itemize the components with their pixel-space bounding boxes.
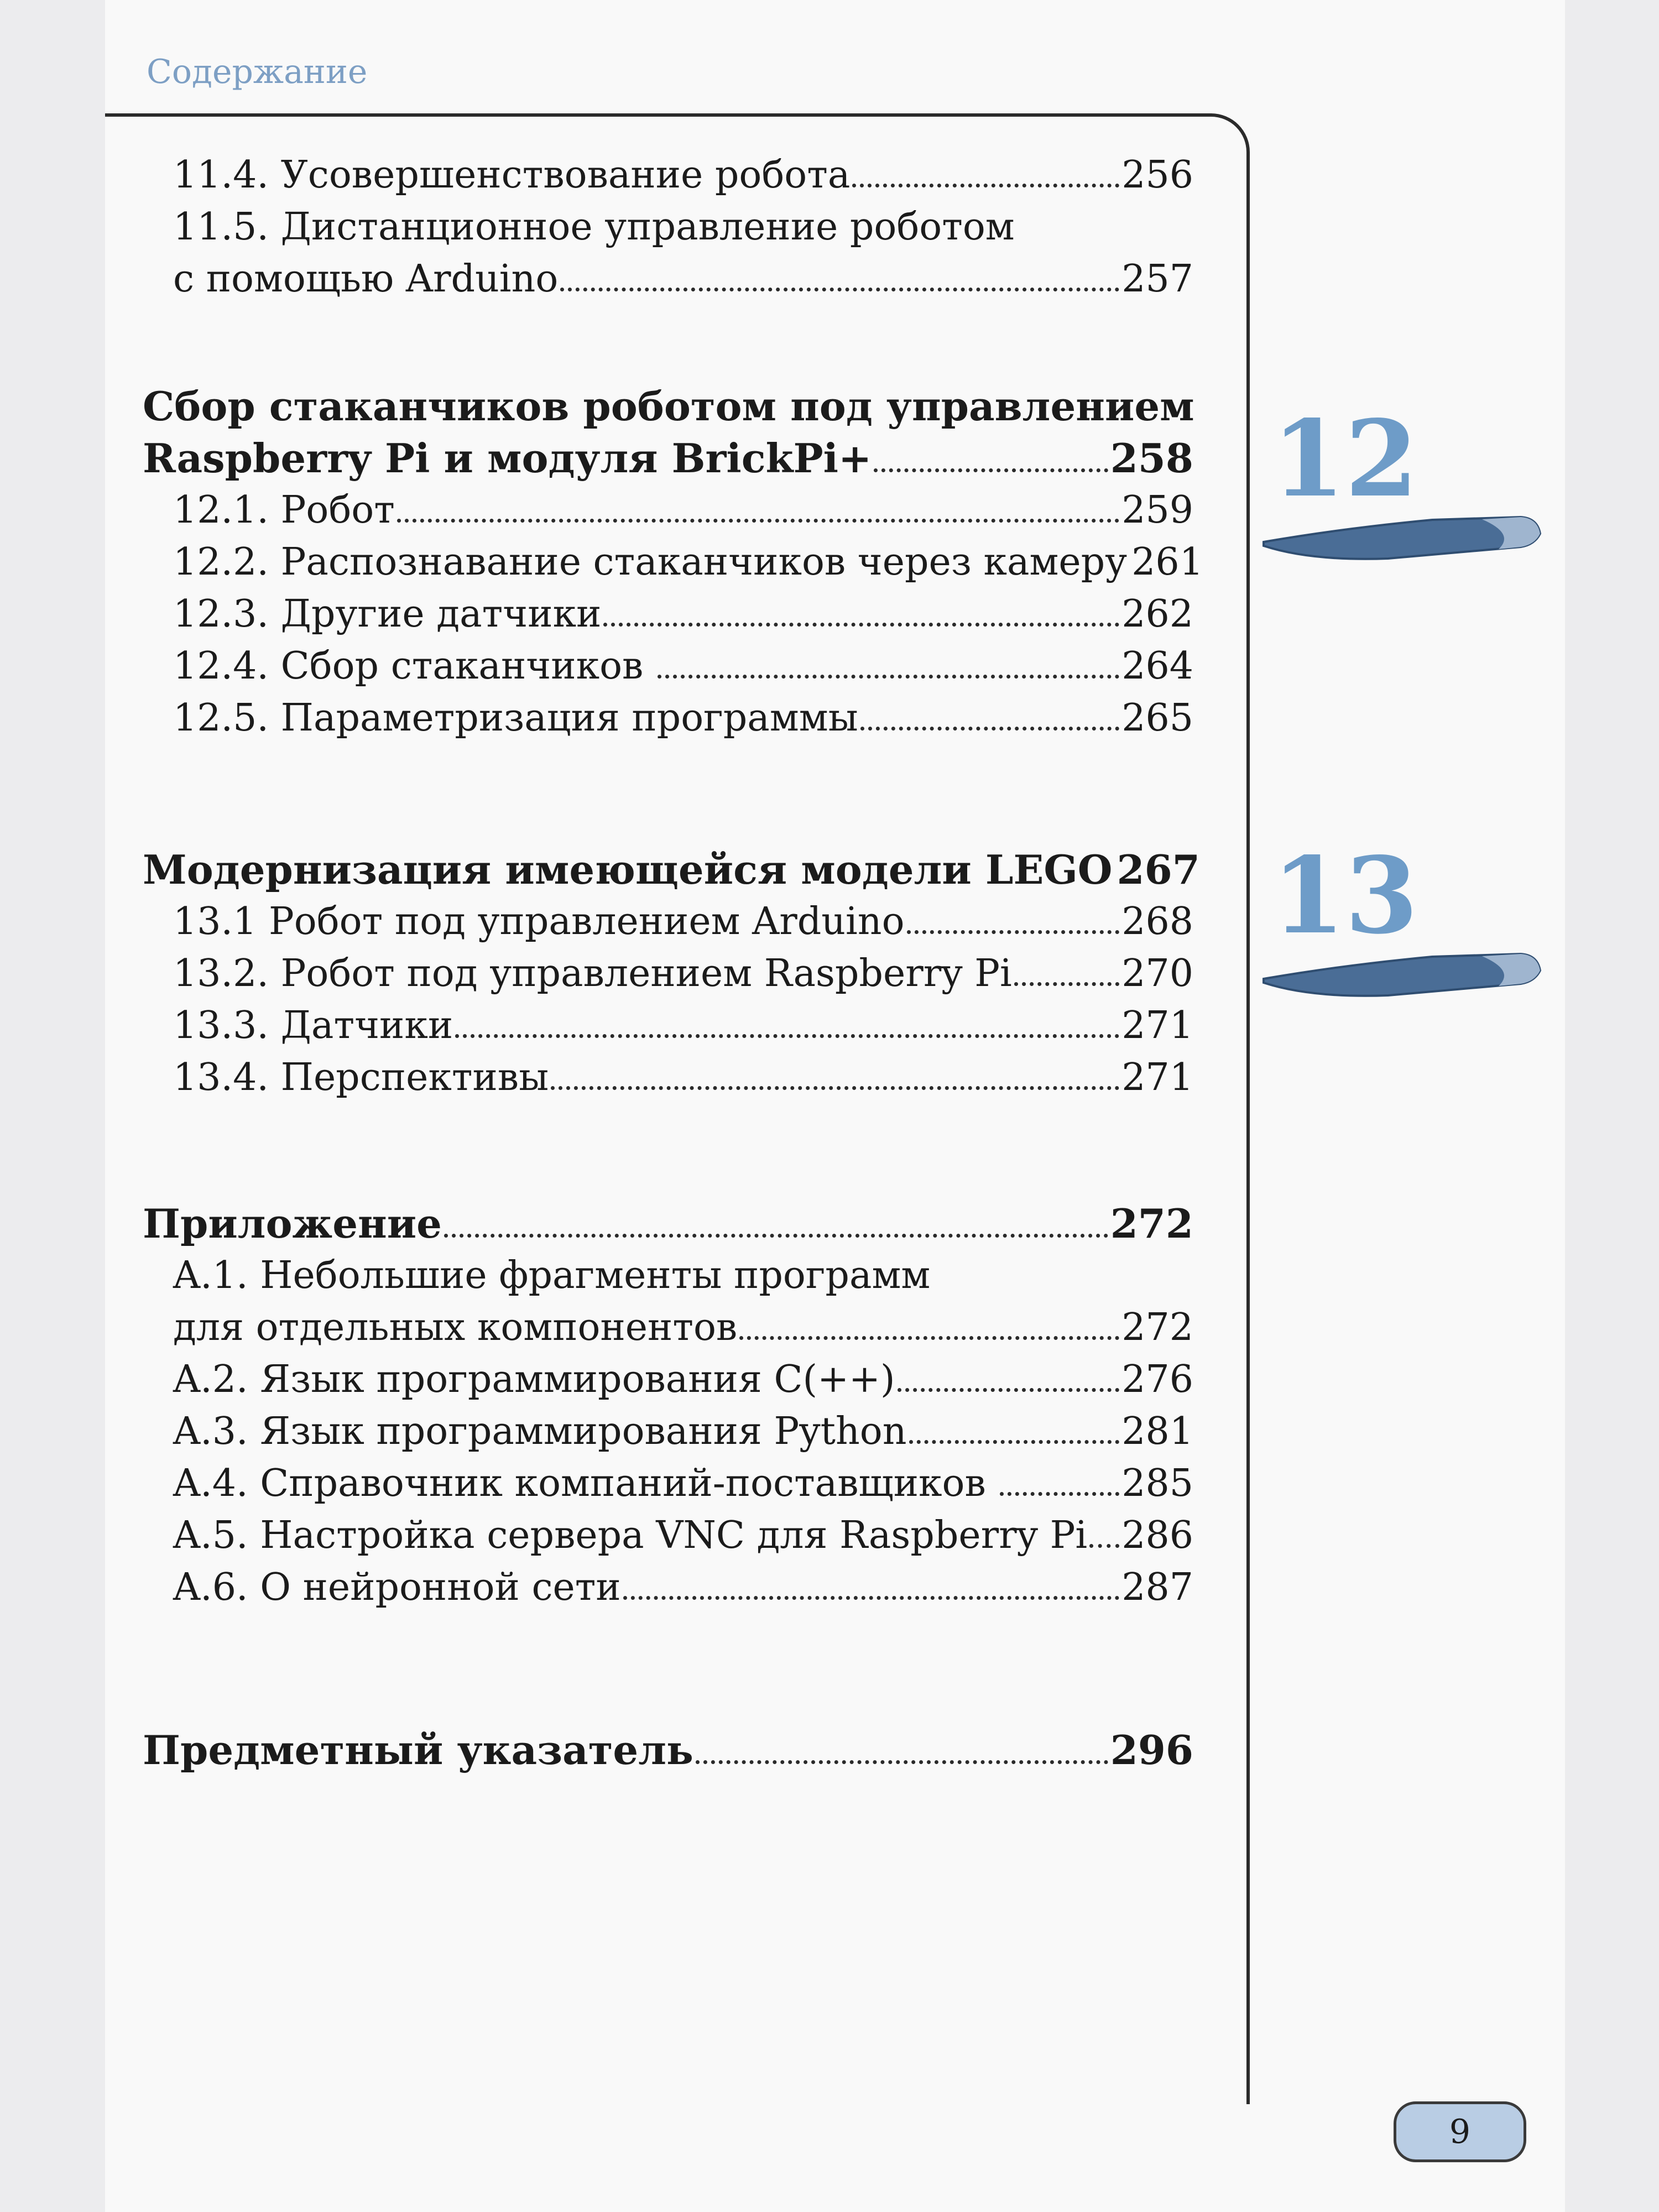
toc-entry-title: 13.4. Перспективы [173,1056,549,1099]
toc-entry-11-5 [143,253,1193,305]
dot-leader [852,184,1119,187]
chapter-12-title-line1: Сбор стаканчиков роботом под управлением [143,383,1194,430]
toc-entry-11-4 [143,149,1193,201]
chapter-13-entry [143,844,1200,896]
dot-leader [658,675,1119,679]
chapter-title: Приложение [143,1200,442,1247]
dot-leader [1089,1544,1119,1548]
dot-leader [560,288,1119,291]
toc-entry-13-1 [143,896,1193,948]
toc-entry-12-3 [143,588,1193,640]
toc-entry-title: A.4. Справочник компаний-поставщиков [173,1462,998,1505]
running-title: Содержание [147,53,368,91]
chapter-page: 272 [1110,1200,1193,1247]
page-number-badge [1394,2101,1526,2162]
toc-entry-12-5 [143,692,1193,744]
page-number: 9 [1449,2112,1471,2151]
chapter-title: Предметный указатель [143,1726,693,1773]
toc-entry-page: 261 [1131,540,1203,584]
toc-entry-title: 11.4. Усовершенствование робота [173,153,851,197]
index-entry [143,1724,1193,1776]
toc-entry-page: 286 [1121,1514,1193,1557]
toc-entry-page: 272 [1121,1306,1193,1349]
toc-entry-a3 [143,1406,1193,1458]
dot-leader [455,1034,1119,1038]
dot-leader [1000,1492,1119,1496]
toc-entry-page: 264 [1121,644,1193,688]
toc-entry-title: A.6. О нейронной сети [173,1566,621,1609]
chapter-13-mark [1261,834,1548,1017]
toc-entry-12-2 [143,536,1203,588]
dot-leader [1014,982,1119,986]
chapter-tab-icon [1261,512,1548,578]
dot-leader [907,930,1120,934]
dot-leader [739,1336,1119,1340]
dot-leader [860,727,1119,731]
chapter-title: Raspberry Pi и модуля BrickPi+ [143,435,872,482]
toc-entry-13-3 [143,1000,1193,1052]
dot-leader [623,1596,1119,1600]
toc-entry-title: A.3. Язык программирования Python [173,1410,907,1453]
dot-leader [898,1388,1120,1392]
toc-entry-title: 12.2. Распознавание стаканчиков через камеру [173,540,1128,584]
toc-entry-page: 271 [1121,1056,1193,1099]
chapter-title: Модернизация имеющейся модели LEGO [143,846,1113,893]
toc-entry-a2 [143,1354,1193,1406]
toc-entry-page: 268 [1121,900,1193,943]
toc-entry-page: 270 [1121,952,1193,995]
dot-leader [551,1086,1119,1090]
toc-entry-page: 271 [1121,1004,1193,1047]
toc-entry-page: 285 [1121,1462,1193,1505]
toc-entry-a1 [143,1302,1193,1354]
toc-entry-title: 12.4. Сбор стаканчиков [173,644,655,688]
chapter-number: 12 [1272,397,1418,520]
chapter-12-entry [143,432,1193,484]
toc-entry-page: 256 [1121,153,1193,197]
chapter-page: 296 [1110,1726,1193,1773]
toc-entry-title: 12.1. Робот [173,488,395,532]
toc-entry-page: 259 [1121,488,1193,532]
toc-entry-title: 13.3. Датчики [173,1004,453,1047]
toc-entry-title: 12.3. Другие датчики [173,592,602,636]
chapter-page: 267 [1117,846,1200,893]
toc-entry-page: 257 [1121,257,1193,301]
dot-leader [397,519,1119,523]
toc-entry-title: 13.1 Робот под управлением Arduino [173,900,905,943]
dot-leader [444,1234,1108,1238]
toc-entry-12-1 [143,484,1193,536]
toc-entry-page: 281 [1121,1410,1193,1453]
toc-entry-title: 13.2. Робот под управлением Raspberry Pi [173,952,1012,995]
chapter-number: 13 [1272,834,1418,957]
toc-entry-page: 265 [1121,696,1193,740]
toc-entry-13-4 [143,1052,1193,1104]
dot-leader [874,468,1108,472]
dot-leader [909,1440,1120,1444]
toc-entry-page: 287 [1121,1566,1193,1609]
appendix-entry [143,1198,1193,1250]
chapter-12-mark [1261,397,1548,580]
toc-entry-page: 276 [1121,1358,1193,1401]
chapter-tab-icon [1261,948,1548,1015]
table-of-contents [143,149,1203,1776]
toc-entry-13-2 [143,948,1193,1000]
toc-entry-12-4 [143,640,1193,692]
toc-entry-a6 [143,1562,1193,1614]
chapter-page: 258 [1110,435,1193,482]
toc-entry-a4 [143,1458,1193,1510]
toc-entry-title: с помощью Arduino [173,257,559,301]
dot-leader [696,1760,1108,1764]
toc-entry-a5 [143,1510,1193,1562]
toc-entry-a1-line1: A.1. Небольшие фрагменты программ [173,1254,931,1297]
toc-entry-title: 12.5. Параметризация программы [173,696,858,740]
toc-entry-title: A.2. Язык программирования C(++) [173,1358,895,1401]
dot-leader [603,623,1119,627]
toc-entry-page: 262 [1121,592,1193,636]
toc-entry-title: для отдельных компонентов [173,1306,738,1349]
toc-entry-title: A.5. Настройка сервера VNC для Raspberry Pi [173,1514,1088,1557]
toc-entry-11-5-line1: 11.5. Дистанционное управление роботом [173,205,1015,249]
